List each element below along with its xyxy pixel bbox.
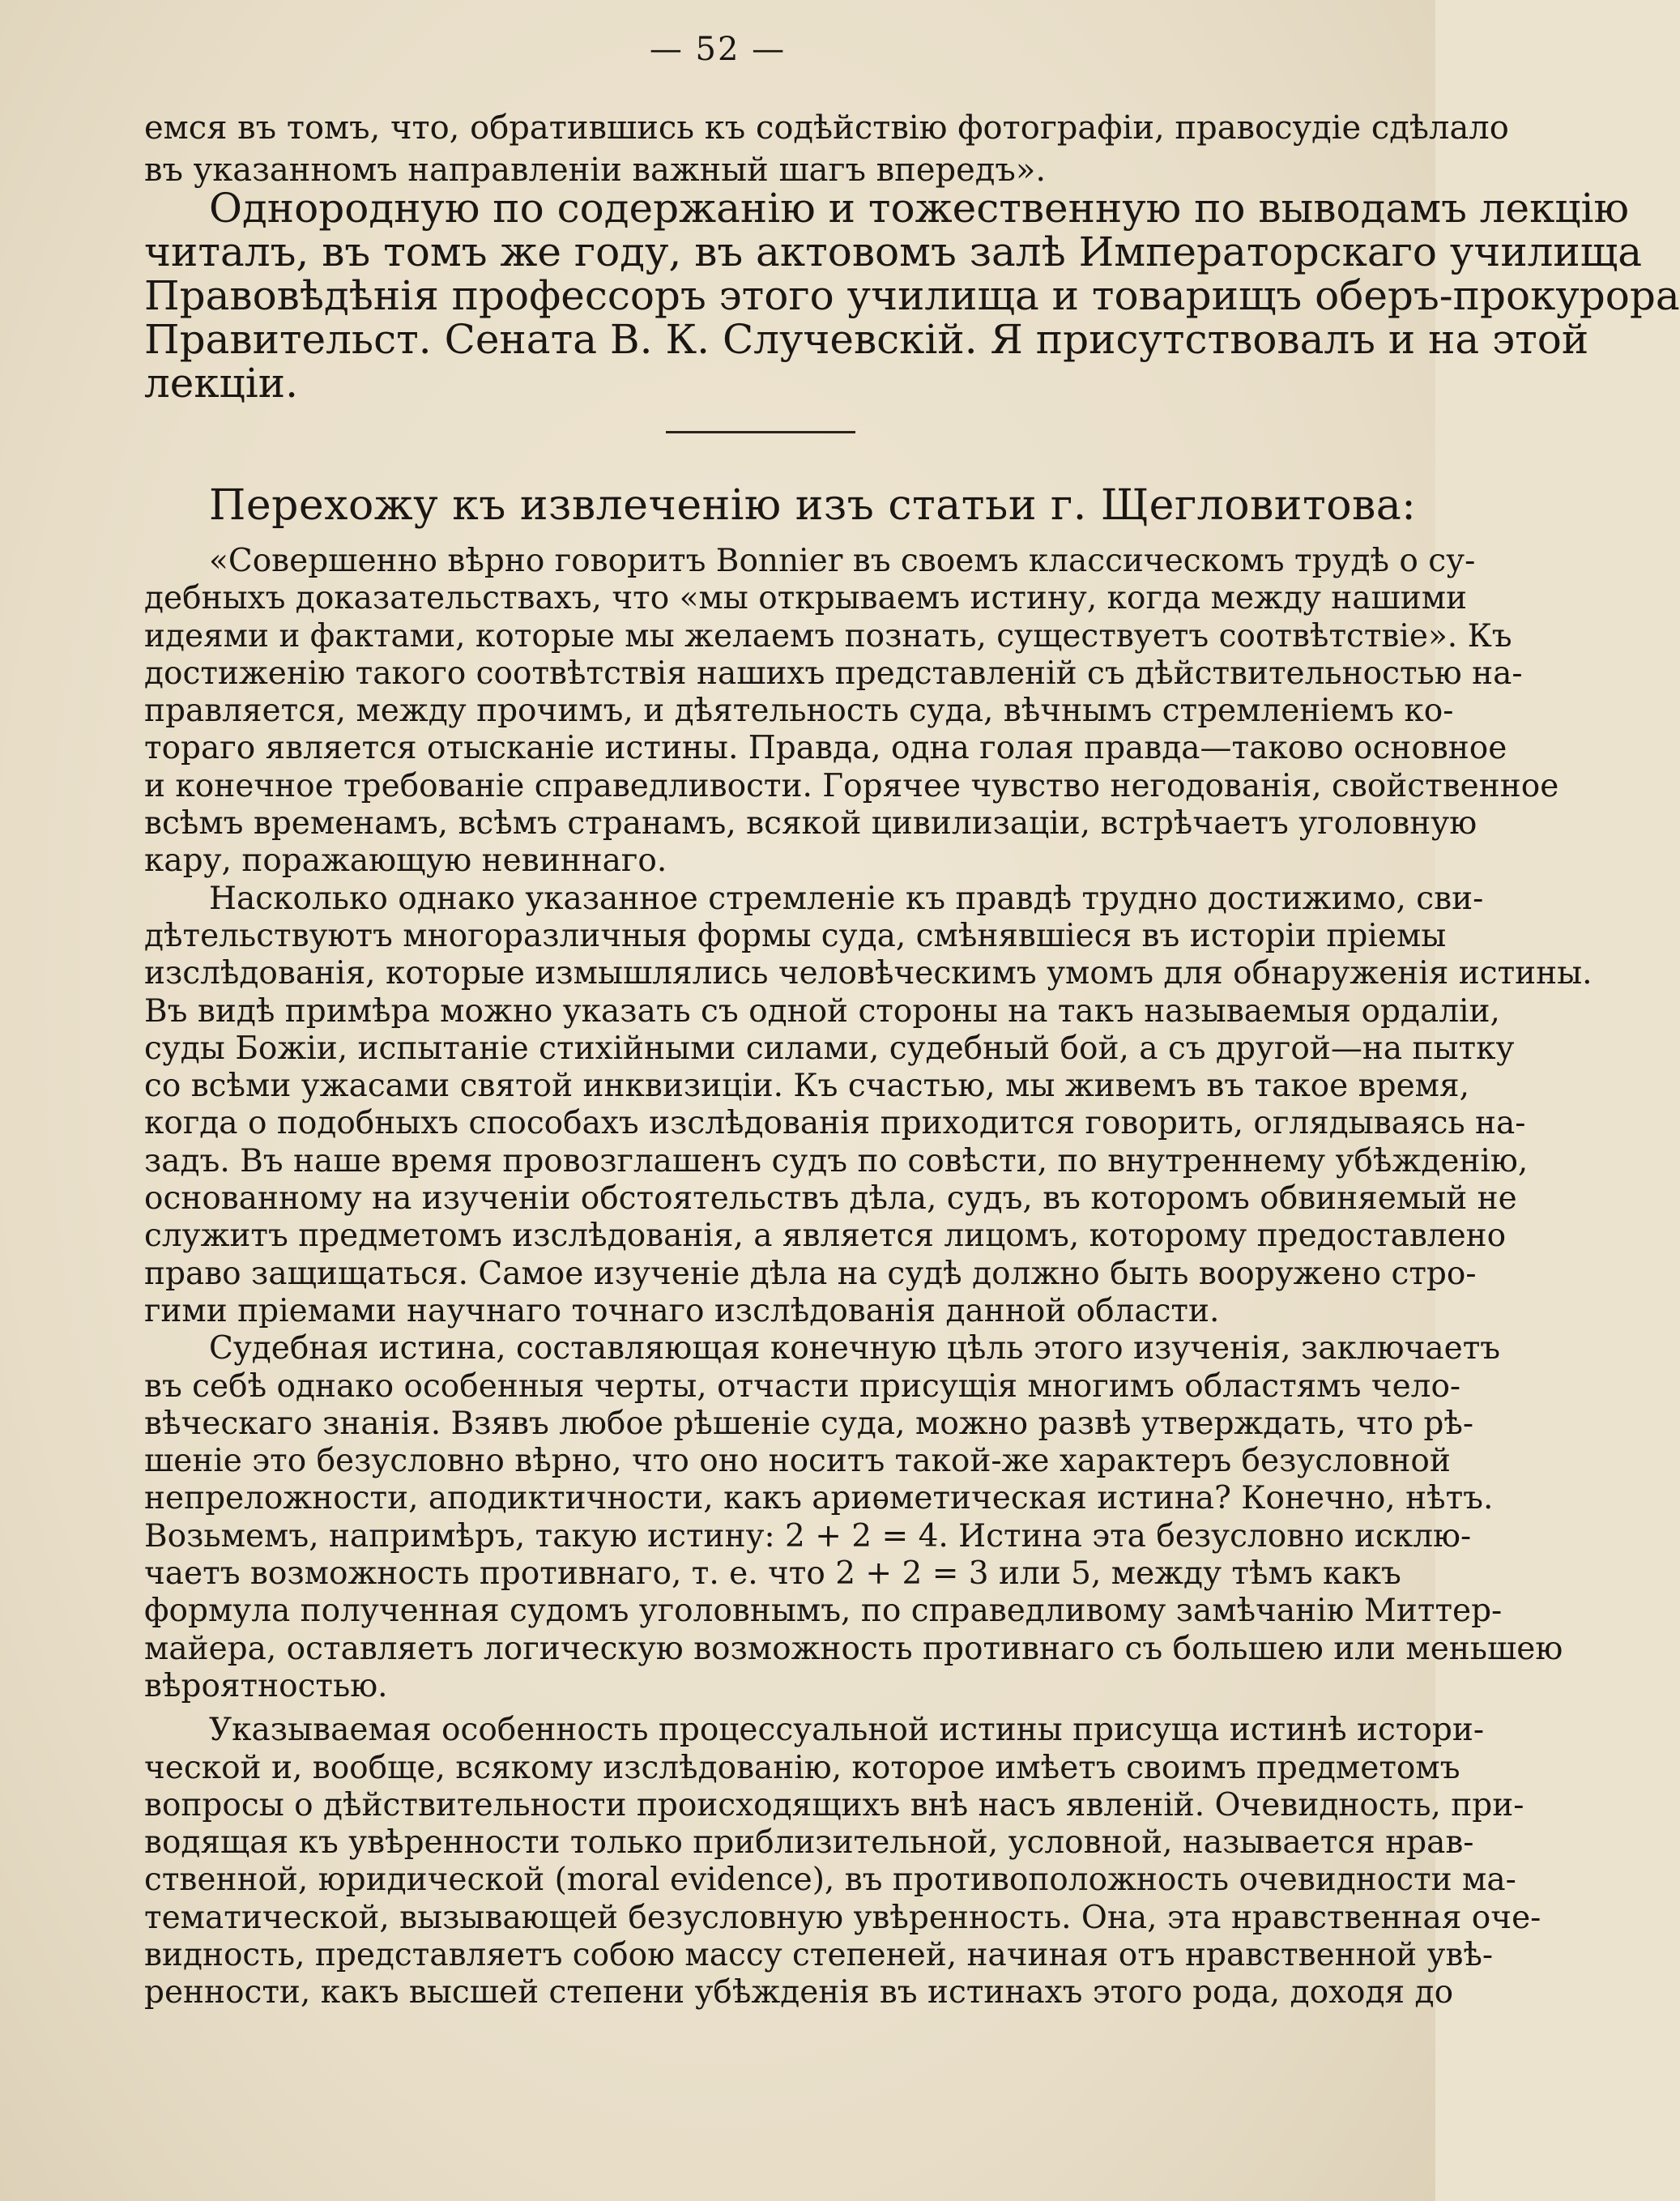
text-line: кару, поражающую невиннаго. <box>144 842 667 880</box>
text-line: когда о подобныхъ способахъ изслѣдованія приходится говорить, оглядываясь на- <box>144 1105 1526 1142</box>
text-line: суды Божіи, испытаніе стихійными силами, судебный бой, а съ другой—на пытку <box>144 1030 1515 1067</box>
paragraph-gap <box>144 1705 1384 1712</box>
text-line: со всѣми ужасами святой инквизиціи. Къ счастью, мы живемъ въ такое время, <box>144 1068 1469 1105</box>
text-line: Указываемая особенность процессуальной истины присуща истинѣ истори- <box>209 1712 1485 1749</box>
text-line: изслѣдованія, которые измышлялись человѣческимъ умомъ для обнаруженія истины. <box>144 955 1593 992</box>
text-line: Однородную по содержанію и тожественную по выводамъ лекцію <box>209 185 1630 232</box>
text-line: ческой и, вообще, всякому изслѣдованію, которое имѣетъ своимъ предметомъ <box>144 1749 1460 1786</box>
text-line: чаетъ возможность противнаго, т. е. что 2 + 2 = 3 или 5, между тѣмъ какъ <box>144 1555 1401 1593</box>
text-line: ренности, какъ высшей степени убѣжденія въ истинахъ этого рода, доходя до <box>144 1974 1454 2011</box>
text-line: лекціи. <box>144 360 298 407</box>
text-line: правляется, между прочимъ, и дѣятельность суда, вѣчнымъ стремленіемъ ко- <box>144 693 1454 730</box>
text-line: и конечное требованіе справедливости. Горячее чувство негодованія, свойственное <box>144 767 1559 804</box>
top-paragraph <box>144 107 1509 191</box>
text-line: Возьмемъ, напримѣръ, такую истину: 2 + 2 = 4. Истина эта безусловно исклю- <box>144 1517 1472 1555</box>
text-line: въ указанномъ направленіи важный шагъ впередъ». <box>144 151 1047 189</box>
text-line: ственной, юридической (moral evidence), въ противоположность очевидности ма- <box>144 1862 1516 1899</box>
text-line: видность, представляетъ собою массу степеней, начиная отъ нравственной увѣ- <box>144 1936 1494 1973</box>
text-line: Судебная истина, составляющая конечную цѣль этого изученія, заключаетъ <box>209 1330 1501 1367</box>
text-line: читалъ, въ томъ же году, въ актовомъ залѣ Императорскаго училища <box>144 228 1643 275</box>
text-line: вѣроятностью. <box>144 1667 388 1704</box>
text-line: шеніе это безусловно вѣрно, что оно носитъ такой-же характеръ безусловной <box>144 1443 1451 1480</box>
section-divider <box>666 431 855 433</box>
text-line: формула полученная судомъ уголовнымъ, по справедливому замѣчанію Миттер- <box>144 1593 1503 1630</box>
text-line: дебныхъ доказательствахъ, что «мы открываемъ истину, когда между нашими <box>144 580 1468 617</box>
text-line: «Совершенно вѣрно говоритъ Bonnier въ своемъ классическомъ трудѣ о су- <box>209 543 1476 579</box>
text-line: право защищаться. Самое изученіе дѣла на судѣ должно быть вооружено стро- <box>144 1255 1477 1292</box>
text-line: тематической, вызывающей безусловную увѣренность. Она, эта нравственная оче- <box>144 1899 1541 1936</box>
text-line: вопросы о дѣйствительности происходящихъ внѣ насъ явленій. Очевидность, при- <box>144 1786 1524 1824</box>
text-line: тораго является отысканіе истины. Правда, одна голая правда—таково основное <box>144 730 1507 767</box>
text-line: водящая къ увѣренности только приблизительной, условной, называется нрав- <box>144 1824 1474 1862</box>
text-line: Правительст. Сената В. К. Случевскій. Я присутствовалъ и на этой <box>144 316 1589 363</box>
text-line: непреложности, аподиктичности, какъ ариѳметическая истина? Конечно, нѣтъ. <box>144 1480 1494 1517</box>
text-line: емся въ томъ, что, обратившись къ содѣйствію фотографіи, правосудіе сдѣлало <box>144 109 1509 147</box>
text-line: основанному на изученіи обстоятельствъ дѣла, судъ, въ которомъ обвиняемый не <box>144 1180 1517 1218</box>
text-line: всѣмъ временамъ, всѣмъ странамъ, всякой цивилизаціи, встрѣчаетъ уголовную <box>144 805 1477 842</box>
text-line: дѣтельствуютъ многоразличныя формы суда, смѣнявшіеся въ исторіи пріемы <box>144 917 1447 954</box>
quoted-article <box>144 543 1593 2012</box>
text-line: майера, оставляетъ логическую возможность противнаго съ большею или меньшею <box>144 1630 1563 1667</box>
text-line: Правовѣдѣнія профессоръ этого училища и товарищъ оберъ-прокурора <box>144 272 1680 319</box>
text-line: служитъ предметомъ изслѣдованія, а является лицомъ, которому предоставлено <box>144 1218 1507 1255</box>
intro-paragraph <box>144 185 1680 407</box>
section-heading: Перехожу къ извлеченію изъ статьи г. Щегловитова: <box>209 481 1417 530</box>
text-line: гими пріемами научнаго точнаго изслѣдованія данной области. <box>144 1292 1220 1329</box>
text-line: достиженію такого соотвѣтствія нашихъ представленій съ дѣйствительностью на- <box>144 655 1523 692</box>
text-line: задъ. Въ наше время провозглашенъ судъ по совѣсти, по внутреннему убѣжденію, <box>144 1142 1529 1179</box>
page-number: — 52 — <box>649 31 787 68</box>
text-line: Насколько однако указанное стремленіе къ правдѣ трудно достижимо, сви- <box>209 880 1484 917</box>
text-line: Въ видѣ примѣра можно указать съ одной стороны на такъ называемыя ордаліи, <box>144 992 1500 1030</box>
text-line: идеями и фактами, которые мы желаемъ познать, существуетъ соотвѣтствіе». Къ <box>144 617 1512 655</box>
text-line: въ себѣ однако особенныя черты, отчасти присущія многимъ областямъ чело- <box>144 1367 1461 1405</box>
text-line: вѣческаго знанія. Взявъ любое рѣшеніе суда, можно развѣ утверждать, что рѣ- <box>144 1405 1474 1442</box>
